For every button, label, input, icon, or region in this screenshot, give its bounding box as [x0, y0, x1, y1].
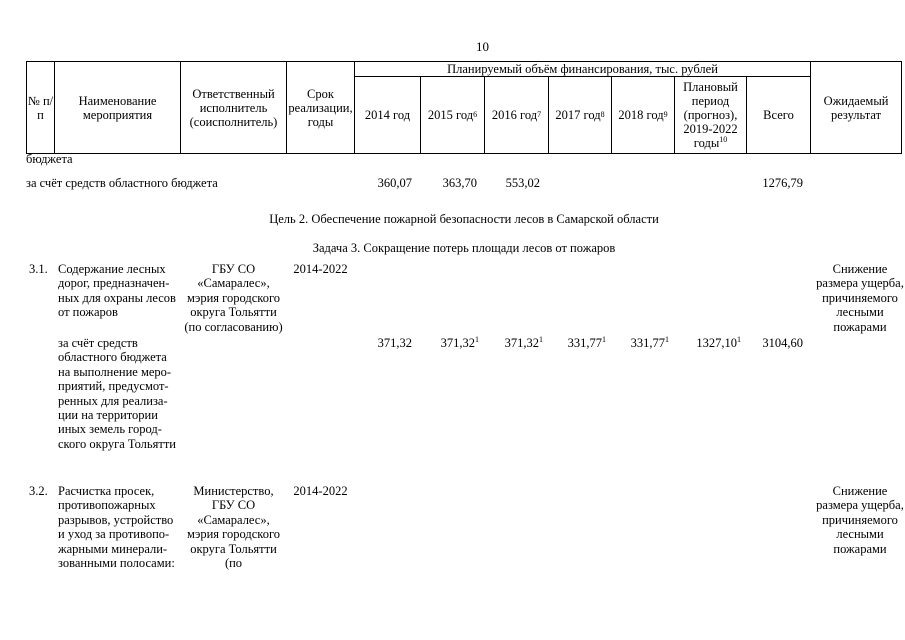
header-2016: 2016 год 7 [491, 108, 542, 122]
row-executor: Министерство, ГБУ СО «Самаралес», мэрия городского округа Тольятти (по [186, 484, 281, 571]
row-value-plan: 1327,10$^1$ [696, 334, 741, 350]
header-num: № п/п [27, 93, 54, 122]
row-value-2016: 371,32$^1$ [504, 334, 543, 350]
row-value-2014: 371,32 [377, 336, 412, 350]
continuation-value-2016: 553,02 [505, 176, 540, 190]
continuation-value-2015: 363,70 [442, 176, 477, 190]
row-result: Снижение размера ущерба, причиняемого лесными пожарами [816, 484, 904, 556]
header-funding-group: Планируемый объём финансирования, тыс. рублей [447, 62, 718, 76]
row-name: Содержание лесных дорог, предназначен-ных для охраны лесов от пожаров [58, 262, 176, 320]
goal-heading: Цель 2. Обеспечение пожарной безопасности лесов в Самарской области [269, 212, 659, 226]
row-number: 3.2. [29, 484, 48, 498]
header-2015: 2015 год 6 [427, 108, 478, 122]
row-value-total: 3104,60 [762, 336, 803, 350]
continuation-text-1: бюджета [26, 152, 73, 166]
header-total: Всего [763, 108, 794, 122]
row-name: Расчистка просек, противопожарных разрывов, устройство и уход за противопо-жарными минерали-зованными полосами: [58, 484, 175, 571]
continuation-value-2014: 360,07 [377, 176, 412, 190]
header-result: Ожидаемый результат [823, 93, 889, 122]
continuation-value-total: 1276,79 [762, 176, 803, 190]
header-plan-period: Плановый период (прогноз), 2019-2022 годы$^{10}$ [683, 80, 738, 150]
header-2014: 2014 год [364, 108, 411, 122]
header-executor: Ответственный исполнитель (соисполнитель) [189, 86, 278, 129]
row-funding-source: за счёт средств областного бюджета на выполнение меро-приятий, предусмот-ренных для реализа-ции на территории иных земель город-ского округа Тольятти [58, 336, 176, 451]
row-executor: ГБУ СО «Самаралес», мэрия городского округа Тольятти (по согласованию) [184, 262, 283, 334]
row-value-2017: 331,77$^1$ [567, 334, 606, 350]
row-number: 3.1. [29, 262, 48, 276]
task-heading: Задача 3. Сокращение потерь площади лесов от пожаров [312, 241, 616, 255]
page-number: 10 [476, 39, 489, 54]
header-2017: 2017 год 8 [555, 108, 605, 122]
header-name: Наименование мероприятия [78, 93, 157, 122]
header-term: Срок реализации, годы [288, 86, 353, 129]
header-2018: 2018 год 9 [618, 108, 668, 122]
row-term: 2014-2022 [293, 262, 348, 276]
row-result: Снижение размера ущерба, причиняемого лесными пожарами [816, 262, 904, 334]
row-value-2018: 331,77$^1$ [630, 334, 669, 350]
row-value-2015: 371,32$^1$ [440, 334, 479, 350]
continuation-text-2: за счёт средств областного бюджета [26, 176, 218, 190]
row-term: 2014-2022 [293, 484, 348, 498]
